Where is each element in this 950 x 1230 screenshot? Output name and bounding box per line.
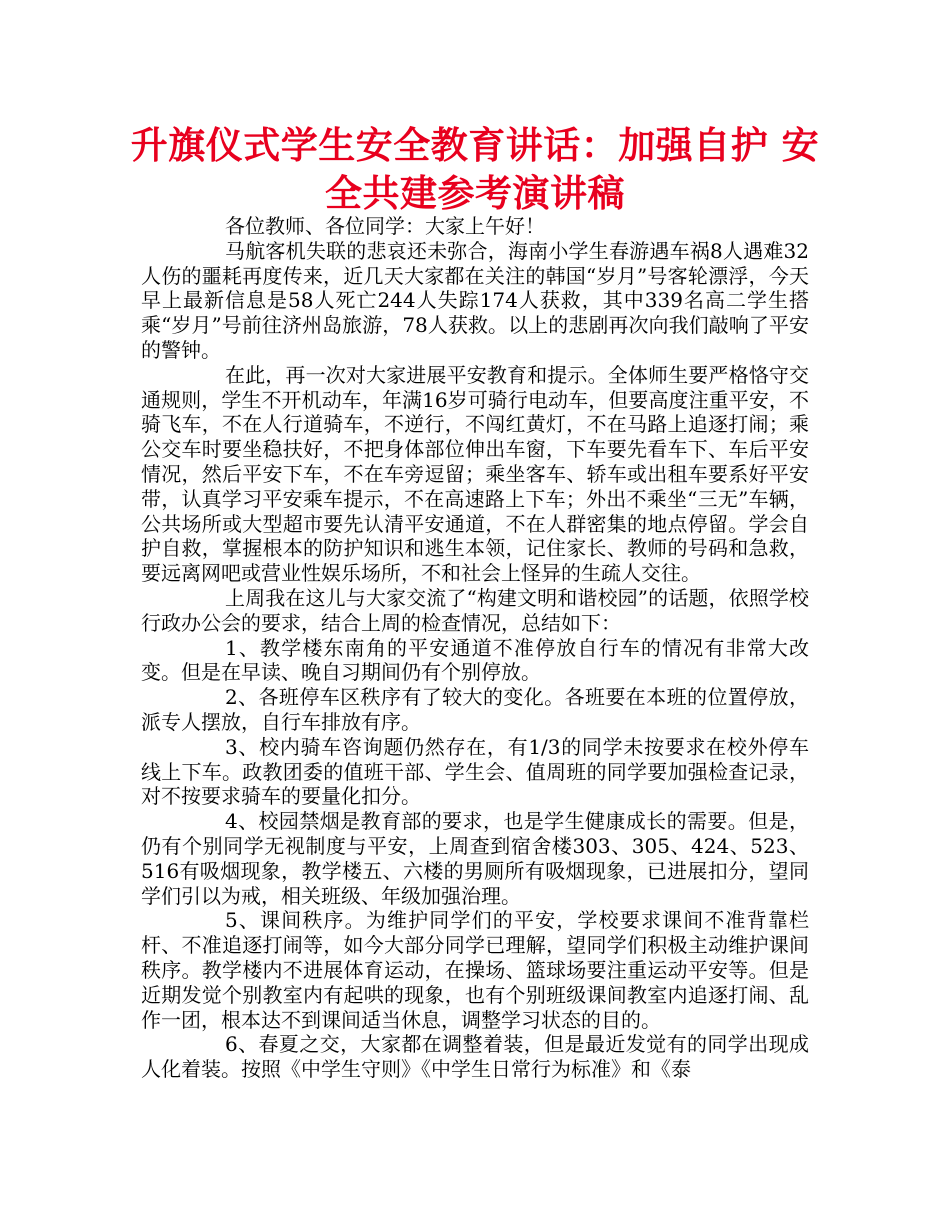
paragraph-summary-intro: 上周我在这儿与大家交流了“构建文明和谐校园”的话题，依照学校行政办公会的要求，结合上周的检查情况，总结如下： <box>141 585 809 635</box>
paragraph-safety-rules: 在此，再一次对大家进展平安教育和提示。全体师生要严格恪守交通规则，学生不开机动车，年满16岁可骑行电动车，但要高度注重平安，不骑飞车，不在人行道骑车，不逆行，不闯红黄灯，不在马路上追逐打闹；乘公交车时要坐稳扶好，不把身体部位伸出车窗，下车要先看车下、车后平安情况，然后平安下车，不在车旁逗留；乘坐客车、轿车或出租车要系好平安带，认真学习平安乘车提示，不在高速路上下车；外出不乘坐“三无”车辆，公共场所或大型超市要先认清平安通道，不在人群密集的地点停留。学会自护自救，掌握根本的防护知识和逃生本领，记住家长、教师的号码和急救，要远离网吧或营业性娱乐场所，不和社会上怪异的生疏人交往。 <box>141 362 809 586</box>
paragraph-item-2: 2、各班停车区秩序有了较大的变化。各班要在本班的位置停放，派专人摆放，自行车排放有序。 <box>141 685 809 734</box>
paragraph-item-3: 3、校内骑车咨询题仍然存在，有1/3的同学未按要求在校外停车线上下车。政教团委的值班干部、学生会、值周班的同学要加强检查记录，对不按要求骑车的要量化扣分。 <box>141 734 809 809</box>
paragraph-item-1: 1、教学楼东南角的平安通道不准停放自行车的情况有非常大改变。但是在早读、晚自习期间仍有个别停放。 <box>141 635 809 685</box>
paragraph-item-6: 6、春夏之交，大家都在调整着装，但是最近发觉有的同学出现成人化着装。按照《中学生守则》《中学生日常行为标准》和《泰 <box>141 1032 809 1082</box>
document-body <box>141 214 809 1082</box>
paragraph-tragedy: 马航客机失联的悲哀还未弥合，海南小学生春游遇车祸8人遇难32人伤的噩耗再度传来，近几天大家都在关注的韩国“岁月”号客轮漂浮，今天早上最新信息是58人死亡244人失踪174人获救，其中339名高二学生搭乘“岁月”号前往济州岛旅游，78人获救。以上的悲剧再次向我们敲响了平安的警钟。 <box>141 238 809 362</box>
paragraph-item-5: 5、课间秩序。为维护同学们的平安，学校要求课间不准背靠栏杆、不准追逐打闹等，如今大部分同学已理解，望同学们积极主动维护课间秩序。教学楼内不进展体育运动，在操场、篮球场要注重运动平安等。但是近期发觉个别教室内有起哄的现象，也有个别班级课间教室内追逐打闹、乱作一团，根本达不到课间适当休息，调整学习状态的目的。 <box>141 908 809 1032</box>
paragraph-greeting: 各位教师、各位同学：大家上午好！ <box>225 214 545 238</box>
document-title: 升旗仪式学生安全教育讲话：加强自护 安全共建参考演讲稿 <box>130 124 820 215</box>
paragraph-item-4: 4、校园禁烟是教育部的要求，也是学生健康成长的需要。但是，仍有个别同学无视制度与平安，上周查到宿舍楼303、305、424、523、516有吸烟现象，教学楼五、六楼的男厕所有吸烟现象，已进展扣分，望同学们引以为戒，相关班级、年级加强治理。 <box>141 809 809 908</box>
